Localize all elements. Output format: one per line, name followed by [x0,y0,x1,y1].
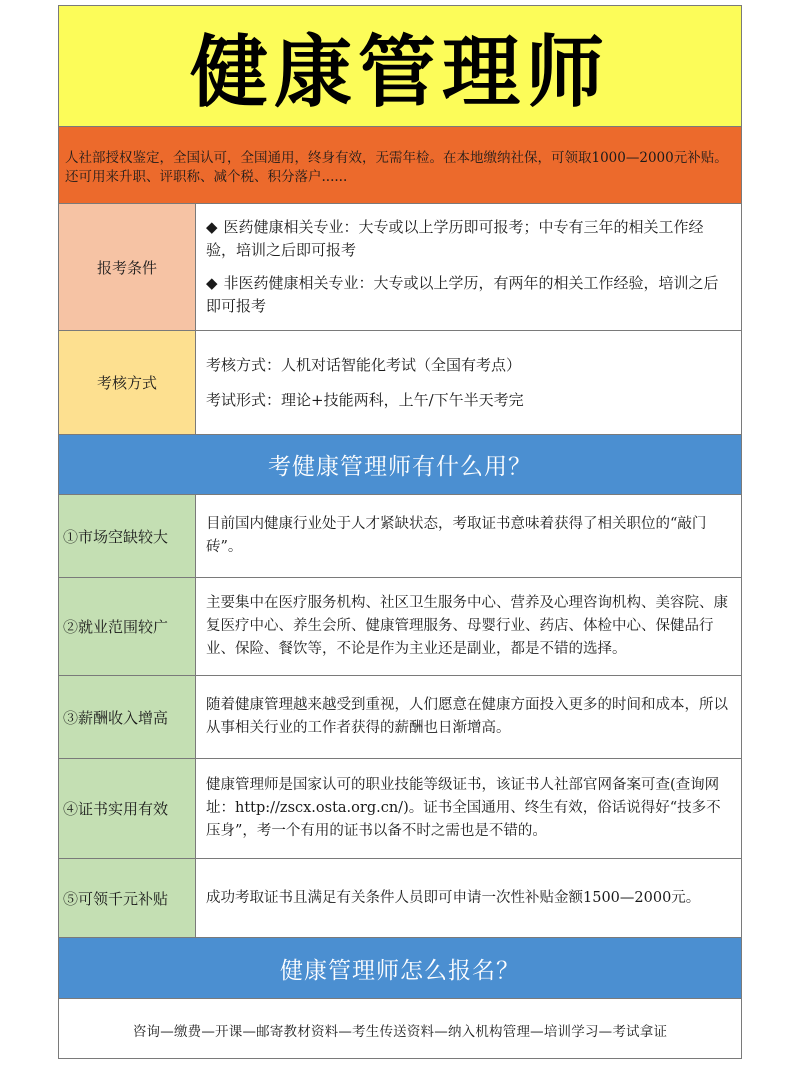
use-row [59,859,741,938]
title-block [59,6,741,127]
page-title: 健康管理师 [189,28,610,118]
exam-label: 考核方式 [59,331,196,434]
use-label: ②就业范围较广 [59,578,196,675]
use-text: 健康管理师是国家认可的职业技能等级证书，该证书人社部官网备案可查(查询网址：http://zscx.osta.org.cn/)。证书全国通用、终生有效，俗话说得好“技多不压身”，考一个有用的证书以备不时之需也是不错的。 [206,777,721,839]
use-label: ⑤可领千元补贴 [59,859,196,937]
apply-flow: 咨询—缴费—开课—邮寄教材资料—考生传送资料—纳入机构管理—培训学习—考试拿证 [132,1023,668,1040]
intro-text: 人社部授权鉴定，全国认可，全国通用，终身有效，无需年检。在本地缴纳社保，可领取1000—2000元补贴。还可用来升职、评职称、减个税、积分落户...... [59,127,741,204]
section-banner-use: 考健康管理师有什么用？ [59,435,741,495]
condition-item: ◆ 医药健康相关专业：大专或以上学历即可报考；中专有三年的相关工作经验，培训之后即可报考 [206,218,704,259]
use-row [59,676,741,759]
use-row [59,759,741,859]
use-text: 成功考取证书且满足有关条件人员即可申请一次性补贴金额1500—2000元。 [206,889,701,906]
conditions-row [59,204,741,331]
diamond-icon: ◆ [206,218,218,236]
conditions-label: 报考条件 [59,204,196,330]
condition-item: ◆ 非医药健康相关专业：大专或以上学历，有两年的相关工作经验，培训之后即可报考 [206,274,719,315]
use-label: ④证书实用有效 [59,759,196,858]
poster [58,5,742,1059]
section-banner-apply: 健康管理师怎么报名？ [59,938,741,999]
exam-row [59,331,741,435]
use-text: 目前国内健康行业处于人才紧缺状态，考取证书意味着获得了相关职位的“敲门砖”。 [206,516,707,555]
use-text: 主要集中在医疗服务机构、社区卫生服务中心、营养及心理咨询机构、美容院、康复医疗中心、养生会所、健康管理服务、母婴行业、药店、体检中心、保健品行业、保险、餐饮等，不论是作为主业还是副业，都是不错的选择。 [206,595,728,657]
use-label: ③薪酬收入增高 [59,676,196,758]
use-label: ①市场空缺较大 [59,495,196,577]
use-row [59,578,741,676]
exam-format: 考试形式：理论+技能两科，上午/下午半天考完 [206,390,524,409]
use-row [59,495,741,578]
conditions-content [196,204,741,330]
diamond-icon: ◆ [206,274,218,292]
exam-method: 考核方式：人机对话智能化考试（全国有考点） [206,355,522,374]
use-text: 随着健康管理越来越受到重视，人们愿意在健康方面投入更多的时间和成本，所以从事相关行业的工作者获得的薪酬也日渐增高。 [206,697,728,736]
exam-content [196,331,741,434]
